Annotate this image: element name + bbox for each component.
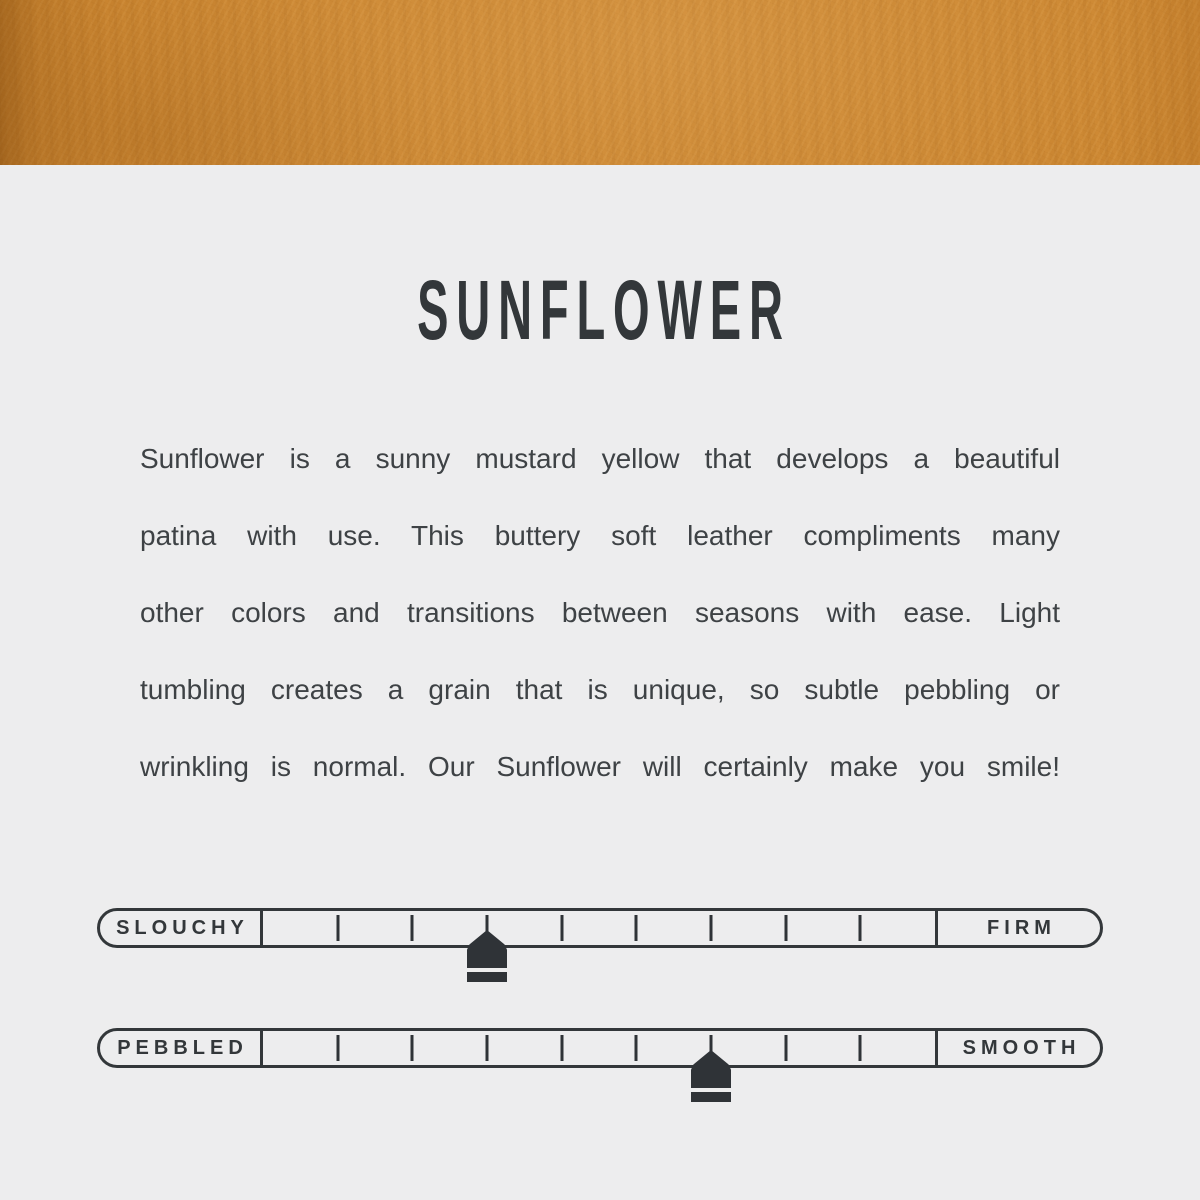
slider-tick [560,915,563,941]
description-line: Sunflower is a sunny mustard yellow that develops a beautiful [140,443,1060,474]
marker-arrow-icon [467,930,507,968]
slider-tick [859,1035,862,1061]
slider-tick [784,1035,787,1061]
slider-tick [859,915,862,941]
leather-swatch-image [0,0,1200,165]
description-line: tumbling creates a grain that is unique, so subtle pebbling or [140,674,1060,705]
slider-tick [486,1035,489,1061]
slider-slouchy-firm [97,908,1103,948]
page-title: SUNFLOWER [417,263,791,357]
slider-left-label: SLOUCHY [100,911,263,945]
slider-tick [710,915,713,941]
slider-track [263,1031,935,1065]
marker-base-icon [467,972,507,982]
slider-scale [97,908,1103,948]
description-line: wrinkling is normal. Our Sunflower will certainly make you smile! [140,751,1060,782]
description-line: other colors and transitions between seasons with ease. Light [140,597,1060,628]
slider-tick [635,915,638,941]
slider-marker-icon [691,1050,731,1102]
marker-base-icon [691,1092,731,1102]
slider-tick [560,1035,563,1061]
slider-tick [635,1035,638,1061]
slider-tick [336,1035,339,1061]
slider-tick [336,915,339,941]
slider-tick [411,1035,414,1061]
slider-left-label: PEBBLED [100,1031,263,1065]
marker-arrow-icon [691,1050,731,1088]
description-paragraph [140,420,1060,805]
slider-pebbled-smooth [97,1028,1103,1068]
slider-scale [97,1028,1103,1068]
slider-right-label: SMOOTH [935,1031,1100,1065]
description-line: patina with use. This buttery soft leather compliments many [140,520,1060,551]
slider-right-label: FIRM [935,911,1100,945]
slider-track [263,911,935,945]
slider-tick [411,915,414,941]
slider-marker-icon [467,930,507,982]
slider-tick [784,915,787,941]
